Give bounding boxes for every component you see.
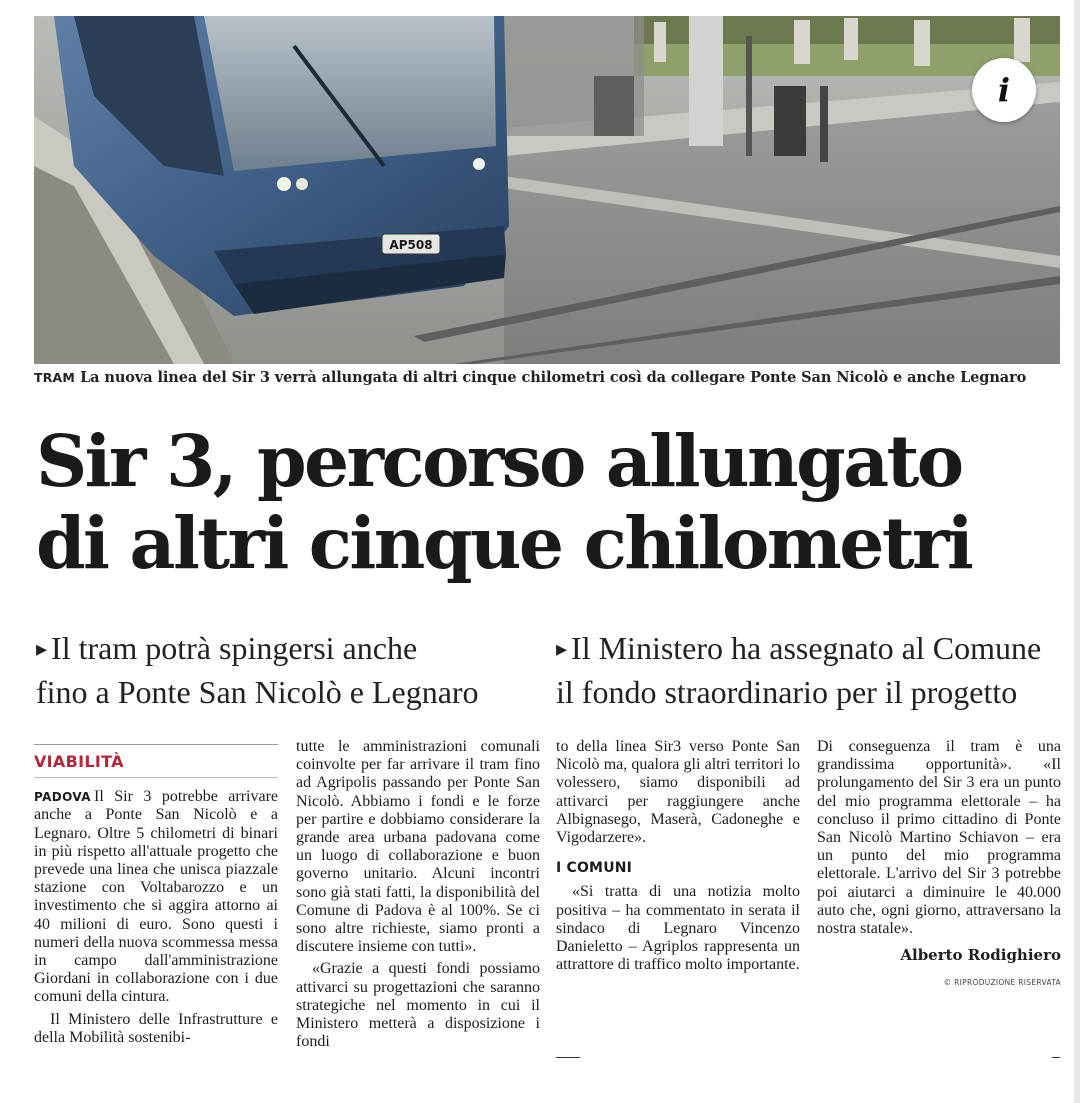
tram-plate: AP508 (389, 238, 433, 252)
subhead-left-line-2: fino a Ponte San Nicolò e Legnaro (36, 674, 479, 710)
triangle-marker-icon: ▸ (556, 636, 568, 661)
triangle-marker-icon: ▸ (36, 636, 48, 661)
section-label: VIABILITÀ (34, 744, 278, 778)
tram-photo (34, 16, 1060, 364)
section-subhead: I COMUNI (556, 860, 633, 877)
subhead-right-line-1: Il Ministero ha assegnato al Comune (571, 630, 1042, 666)
article-column-2 (296, 738, 540, 1051)
caption-kicker: TRAM (34, 370, 76, 385)
copyright-notice: © RIPRODUZIONE RISERVATA (943, 978, 1061, 988)
info-icon[interactable]: i (972, 58, 1036, 122)
column-4-paragraph-1: Di conseguenza il tram è una grandissima opportunità». «Il prolungamento del Sir 3 era un punto del mio programma elettorale – ha concluso il primo cittadino di Ponte San Nicolò Martino Schiavon – era un punto del mio programma elettorale. L'arrivo del Sir 3 potrebbe poi aiutarci a diminuire le 40.000 auto che, ogni giorno, attraversano la nostra statale». (817, 738, 1061, 938)
author-signature: Alberto Rodighiero (900, 946, 1061, 965)
dateline: PADOVA (34, 790, 91, 805)
divider (556, 1057, 580, 1058)
subhead-right (556, 628, 1066, 712)
column-2-paragraph-1: tutte le amministrazioni comunali coinvolte per far arrivare il tram fino ad Agripolis passando per Ponte San Nicolò. Abbiamo i fondi e le forze per partire e dobbiamo considerare la grande area urbana padovana come un luogo di collaborazione e buon governo unitario. Alcuni incontri sono già stati fatti, la disponibilità del Comune di Padova è al 100%. Se ci sono altre richieste, siamo pronti a discutere insieme con tutti». (296, 738, 540, 956)
column-3-paragraph-2: «Si tratta di una notizia molto positiva – ha commentato in serata il sindaco di Legnaro Vincenzo Danieletto – Agriplos rappresenta un attrattore di traffico molto importante. (556, 883, 800, 974)
divider (1052, 1057, 1060, 1058)
article-column-4 (817, 738, 1061, 993)
headline-line-2: di altri cinque chilometri (36, 501, 972, 585)
column-3-paragraph-1: to della linea Sir3 verso Ponte San Nicolò ma, qualora gli altri territori lo volessero, siamo disponibili ad attivarci per raggiungere anche Albignasego, Maserà, Cadoneghe e Vigodarzere». (556, 738, 800, 847)
column-1-paragraph-1: Il Sir 3 potrebbe arrivare anche a Ponte San Nicolò e a Legnaro. Oltre 5 chilometri di binari in più rispetto all'attuale progetto che prevede una linea che unisca piazzale stazione con Voltabarozzo e un investimento che si aggira attorno ai 40 milioni di euro. Sono questi i numeri della nuova scommessa messa in campo dall'amministrazione Giordani in collaborazione con i due comuni della cintura. (34, 788, 278, 1006)
subhead-left-line-1: Il tram potrà spingersi anche (51, 630, 418, 666)
subhead-right-line-2: il fondo straordinario per il progetto (556, 674, 1018, 710)
photo-caption (34, 369, 1060, 386)
article-column-3 (556, 738, 800, 974)
subhead-left (36, 628, 536, 712)
article-column-1 (34, 738, 278, 1047)
headline (36, 420, 1066, 584)
tram-photo-illustration (34, 16, 1060, 364)
headline-line-1: Sir 3, percorso allungato (36, 419, 962, 503)
column-2-paragraph-2: «Grazie a questi fondi possiamo attivarci su progettazioni che saranno strategiche nel momento in cui il Ministero metterà a disposizione i fondi (296, 960, 540, 1051)
column-1-paragraph-2: Il Ministero delle Infrastrutture e della Mobilità sostenibi- (34, 1010, 278, 1046)
caption-text: La nuova linea del Sir 3 verrà allungata di altri cinque chilometri così da collegare Ponte San Nicolò e anche Legnaro (80, 369, 1027, 386)
page-edge (1074, 0, 1080, 1103)
